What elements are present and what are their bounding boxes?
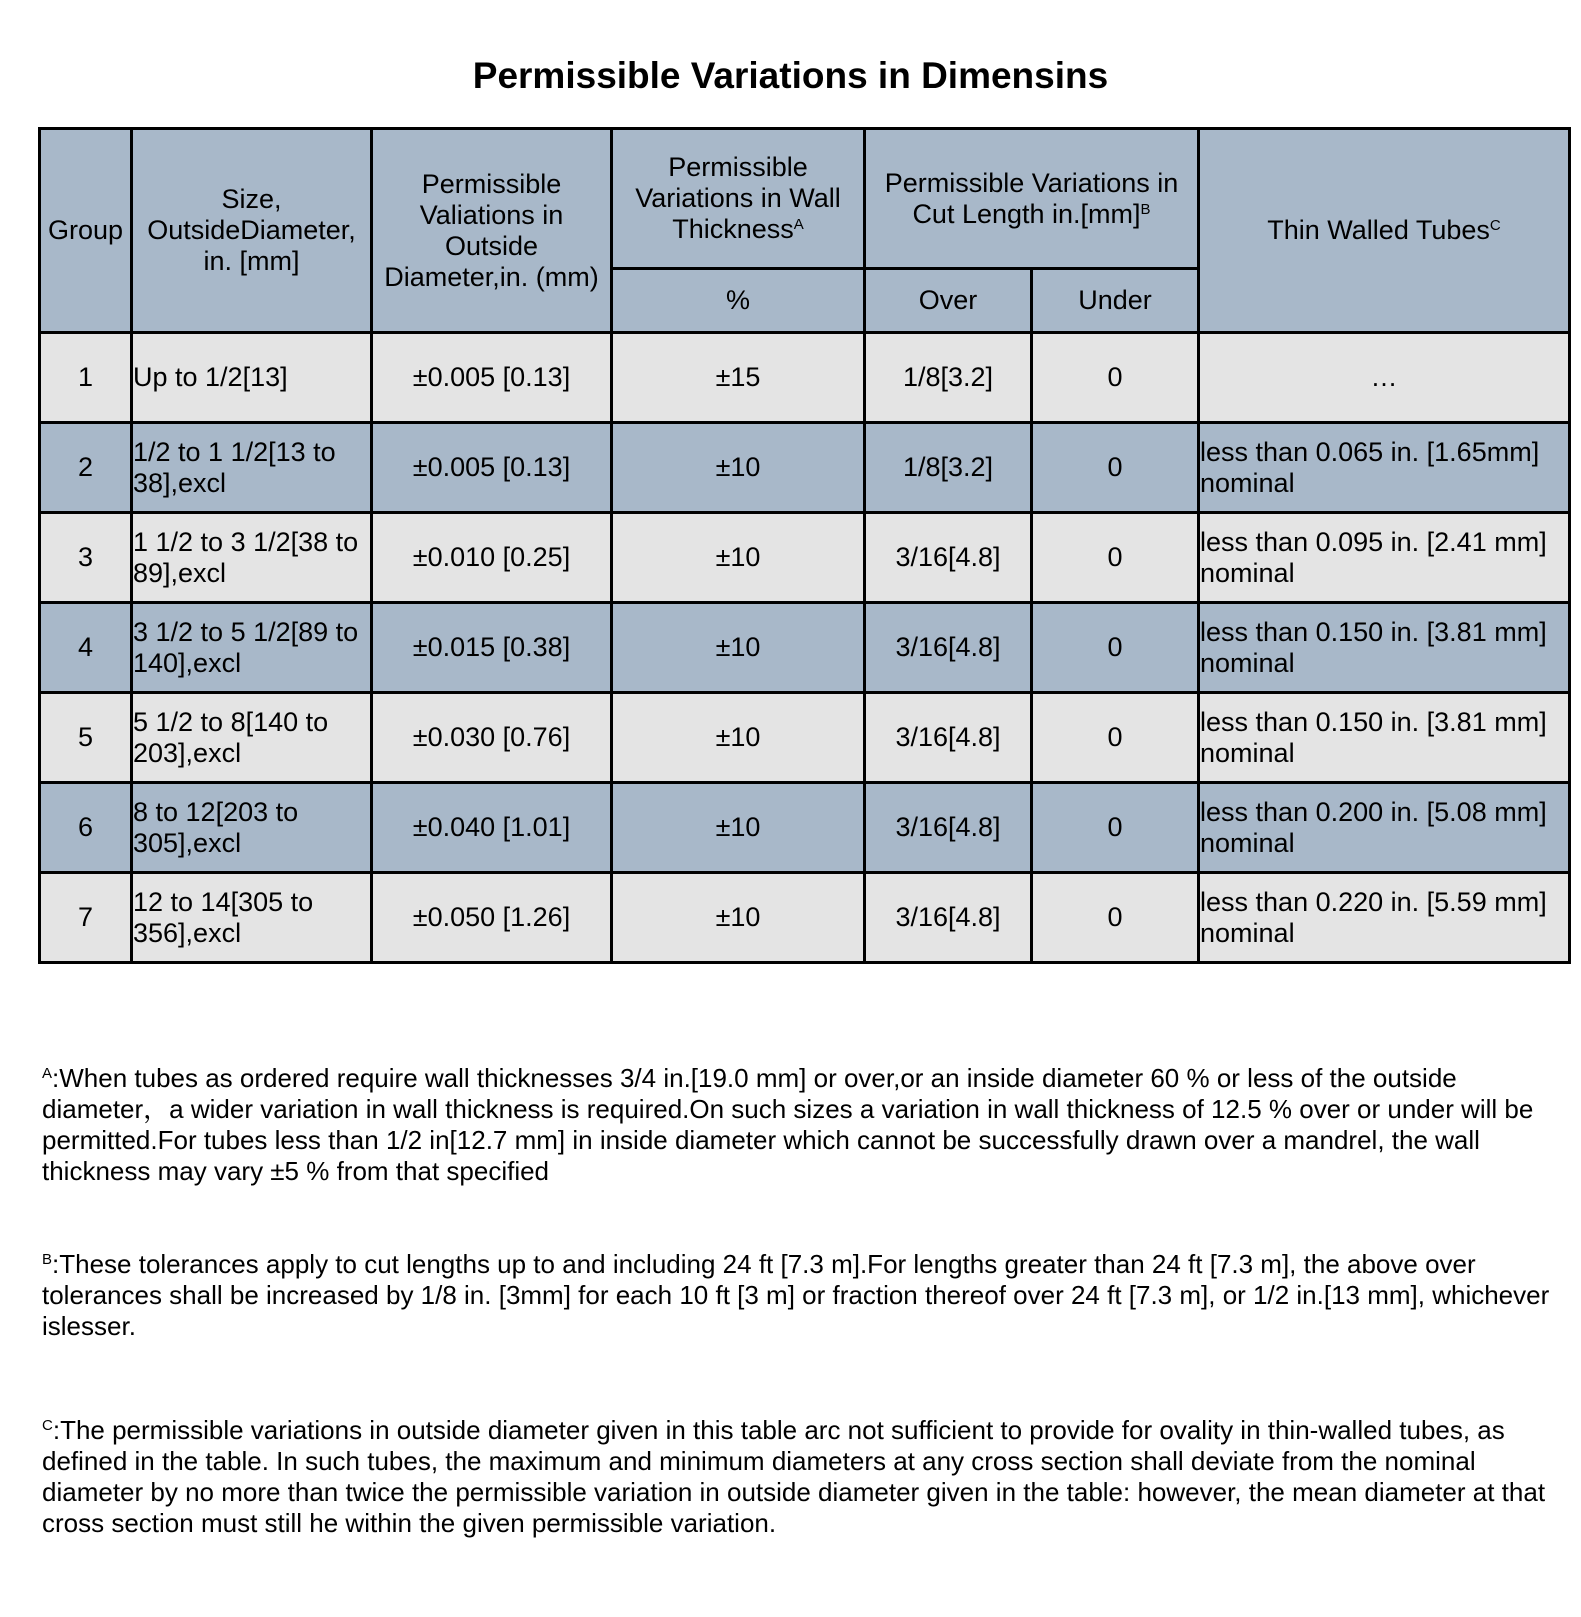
cell-od-variation: ±0.050 [1.26] [372, 873, 612, 963]
table-row [40, 423, 1570, 513]
cell-thin-walled: less than 0.095 in. [2.41 mm] nominal [1199, 513, 1570, 603]
cell-over: 3/16[4.8] [865, 873, 1032, 963]
cell-group: 1 [40, 333, 132, 423]
cell-thin-walled: less than 0.200 in. [5.08 mm] nominal [1199, 783, 1570, 873]
cell-size: 12 to 14[305 to 356],excl [132, 873, 372, 963]
cell-under: 0 [1032, 513, 1199, 603]
cell-over: 3/16[4.8] [865, 603, 1032, 693]
table-row [40, 603, 1570, 693]
footnote-a [42, 1063, 1552, 1187]
footnote-b-marker: B [42, 1251, 53, 1268]
cell-thin-walled: … [1199, 333, 1570, 423]
footnote-b [42, 1249, 1552, 1342]
cell-wall-thickness: ±10 [612, 603, 865, 693]
cell-under: 0 [1032, 603, 1199, 693]
cell-size: 3 1/2 to 5 1/2[89 to 140],excl [132, 603, 372, 693]
cell-wall-thickness: ±10 [612, 783, 865, 873]
table-row [40, 693, 1570, 783]
cell-under: 0 [1032, 693, 1199, 783]
table-row [40, 333, 1570, 423]
footnote-a-text: :When tubes as ordered require wall thicknesses 3/4 in.[19.0 mm] or over,or an inside diameter 60 % or less of the outside diameter，a wider variation in wall thickness is required.On such sizes a variation in wall thickness of 12.5 % over or under will be permitted.For tubes less than 1/2 in[12.7 mm] in inside diameter which cannot be successfully drawn over a mandrel, the wall thickness may vary ±5 % from that specified [42, 1063, 1534, 1186]
cell-over: 3/16[4.8] [865, 513, 1032, 603]
cell-wall-thickness: ±10 [612, 693, 865, 783]
cell-over: 1/8[3.2] [865, 333, 1032, 423]
header-thin-walled: Thin Walled Tubes$^C$ [1199, 129, 1570, 333]
cell-thin-walled: less than 0.065 in. [1.65mm] nominal [1199, 423, 1570, 513]
table-row [40, 783, 1570, 873]
cell-od-variation: ±0.030 [0.76] [372, 693, 612, 783]
cell-group: 2 [40, 423, 132, 513]
cell-size: 8 to 12[203 to 305],excl [132, 783, 372, 873]
cell-size: 1 1/2 to 3 1/2[38 to 89],excl [132, 513, 372, 603]
permissible-variations-table [38, 127, 1571, 964]
cell-under: 0 [1032, 783, 1199, 873]
cell-od-variation: ±0.005 [0.13] [372, 423, 612, 513]
cell-wall-thickness: ±10 [612, 423, 865, 513]
cell-wall-thickness: ±10 [612, 513, 865, 603]
cell-wall-thickness: ±10 [612, 873, 865, 963]
footnote-ref-a: A [793, 216, 804, 233]
cell-od-variation: ±0.005 [0.13] [372, 333, 612, 423]
footnote-ref-b: B [1140, 200, 1151, 218]
cell-od-variation: ±0.015 [0.38] [372, 603, 612, 693]
table-row [40, 873, 1570, 963]
cell-size: 5 1/2 to 8[140 to 203],excl [132, 693, 372, 783]
footnote-b-text: :These tolerances apply to cut lengths up to and including 24 ft [7.3 m].For lengths greater than 24 ft [7.3 m], the above over tolerances shall be increased by 1/8 in. [3mm] for each 10 ft [3 m] or fraction thereof over 24 ft [7.3 m], or 1/2 in.[13 mm], whichever islesser. [42, 1249, 1550, 1341]
cell-group: 4 [40, 603, 132, 693]
cell-thin-walled: less than 0.220 in. [5.59 mm] nominal [1199, 873, 1570, 963]
cell-group: 3 [40, 513, 132, 603]
cell-under: 0 [1032, 873, 1199, 963]
header-cut-length: Permissible Variations in Cut Length in.[mm]$^B$ [865, 129, 1199, 269]
footnote-c-text: :The permissible variations in outside diameter given in this table arc not sufficient to provide for ovality in thin-walled tubes, as defined in the table. In such tubes, the maximum and minimum diameters at any cross section shall deviate from the nominal diameter by no more than twice the permissible variation in outside diameter given in the table: however, the mean diameter at that cross section must still he within the given permissible variation. [42, 1415, 1546, 1538]
cell-over: 1/8[3.2] [865, 423, 1032, 513]
header-over: Over [865, 269, 1032, 333]
footnote-c [42, 1415, 1552, 1539]
header-group: Group [40, 129, 132, 333]
cell-group: 5 [40, 693, 132, 783]
header-wall-thickness: Permissible Variations in Wall Thickness$^A$ [612, 129, 865, 269]
cell-over: 3/16[4.8] [865, 693, 1032, 783]
cell-size: Up to 1/2[13] [132, 333, 372, 423]
header-under: Under [1032, 269, 1199, 333]
footnote-ref-c: C [1489, 217, 1501, 234]
footnote-a-marker: A [42, 1065, 53, 1082]
cell-under: 0 [1032, 423, 1199, 513]
cell-group: 6 [40, 783, 132, 873]
header-od-variation: Permissible Valiations in Outside Diameter,in. (mm) [372, 129, 612, 333]
cell-thin-walled: less than 0.150 in. [3.81 mm] nominal [1199, 693, 1570, 783]
header-size: Size, OutsideDiameter, in. [mm] [132, 129, 372, 333]
header-percent: % [612, 269, 865, 333]
cell-od-variation: ±0.040 [1.01] [372, 783, 612, 873]
page-title: Permissible Variations in Dimensins [472, 55, 1109, 96]
cell-od-variation: ±0.010 [0.25] [372, 513, 612, 603]
cell-thin-walled: less than 0.150 in. [3.81 mm] nominal [1199, 603, 1570, 693]
cell-group: 7 [40, 873, 132, 963]
table-row [40, 513, 1570, 603]
cell-size: 1/2 to 1 1/2[13 to 38],excl [132, 423, 372, 513]
cell-under: 0 [1032, 333, 1199, 423]
footnote-c-marker: C [42, 1417, 53, 1434]
cell-wall-thickness: ±15 [612, 333, 865, 423]
cell-over: 3/16[4.8] [865, 783, 1032, 873]
